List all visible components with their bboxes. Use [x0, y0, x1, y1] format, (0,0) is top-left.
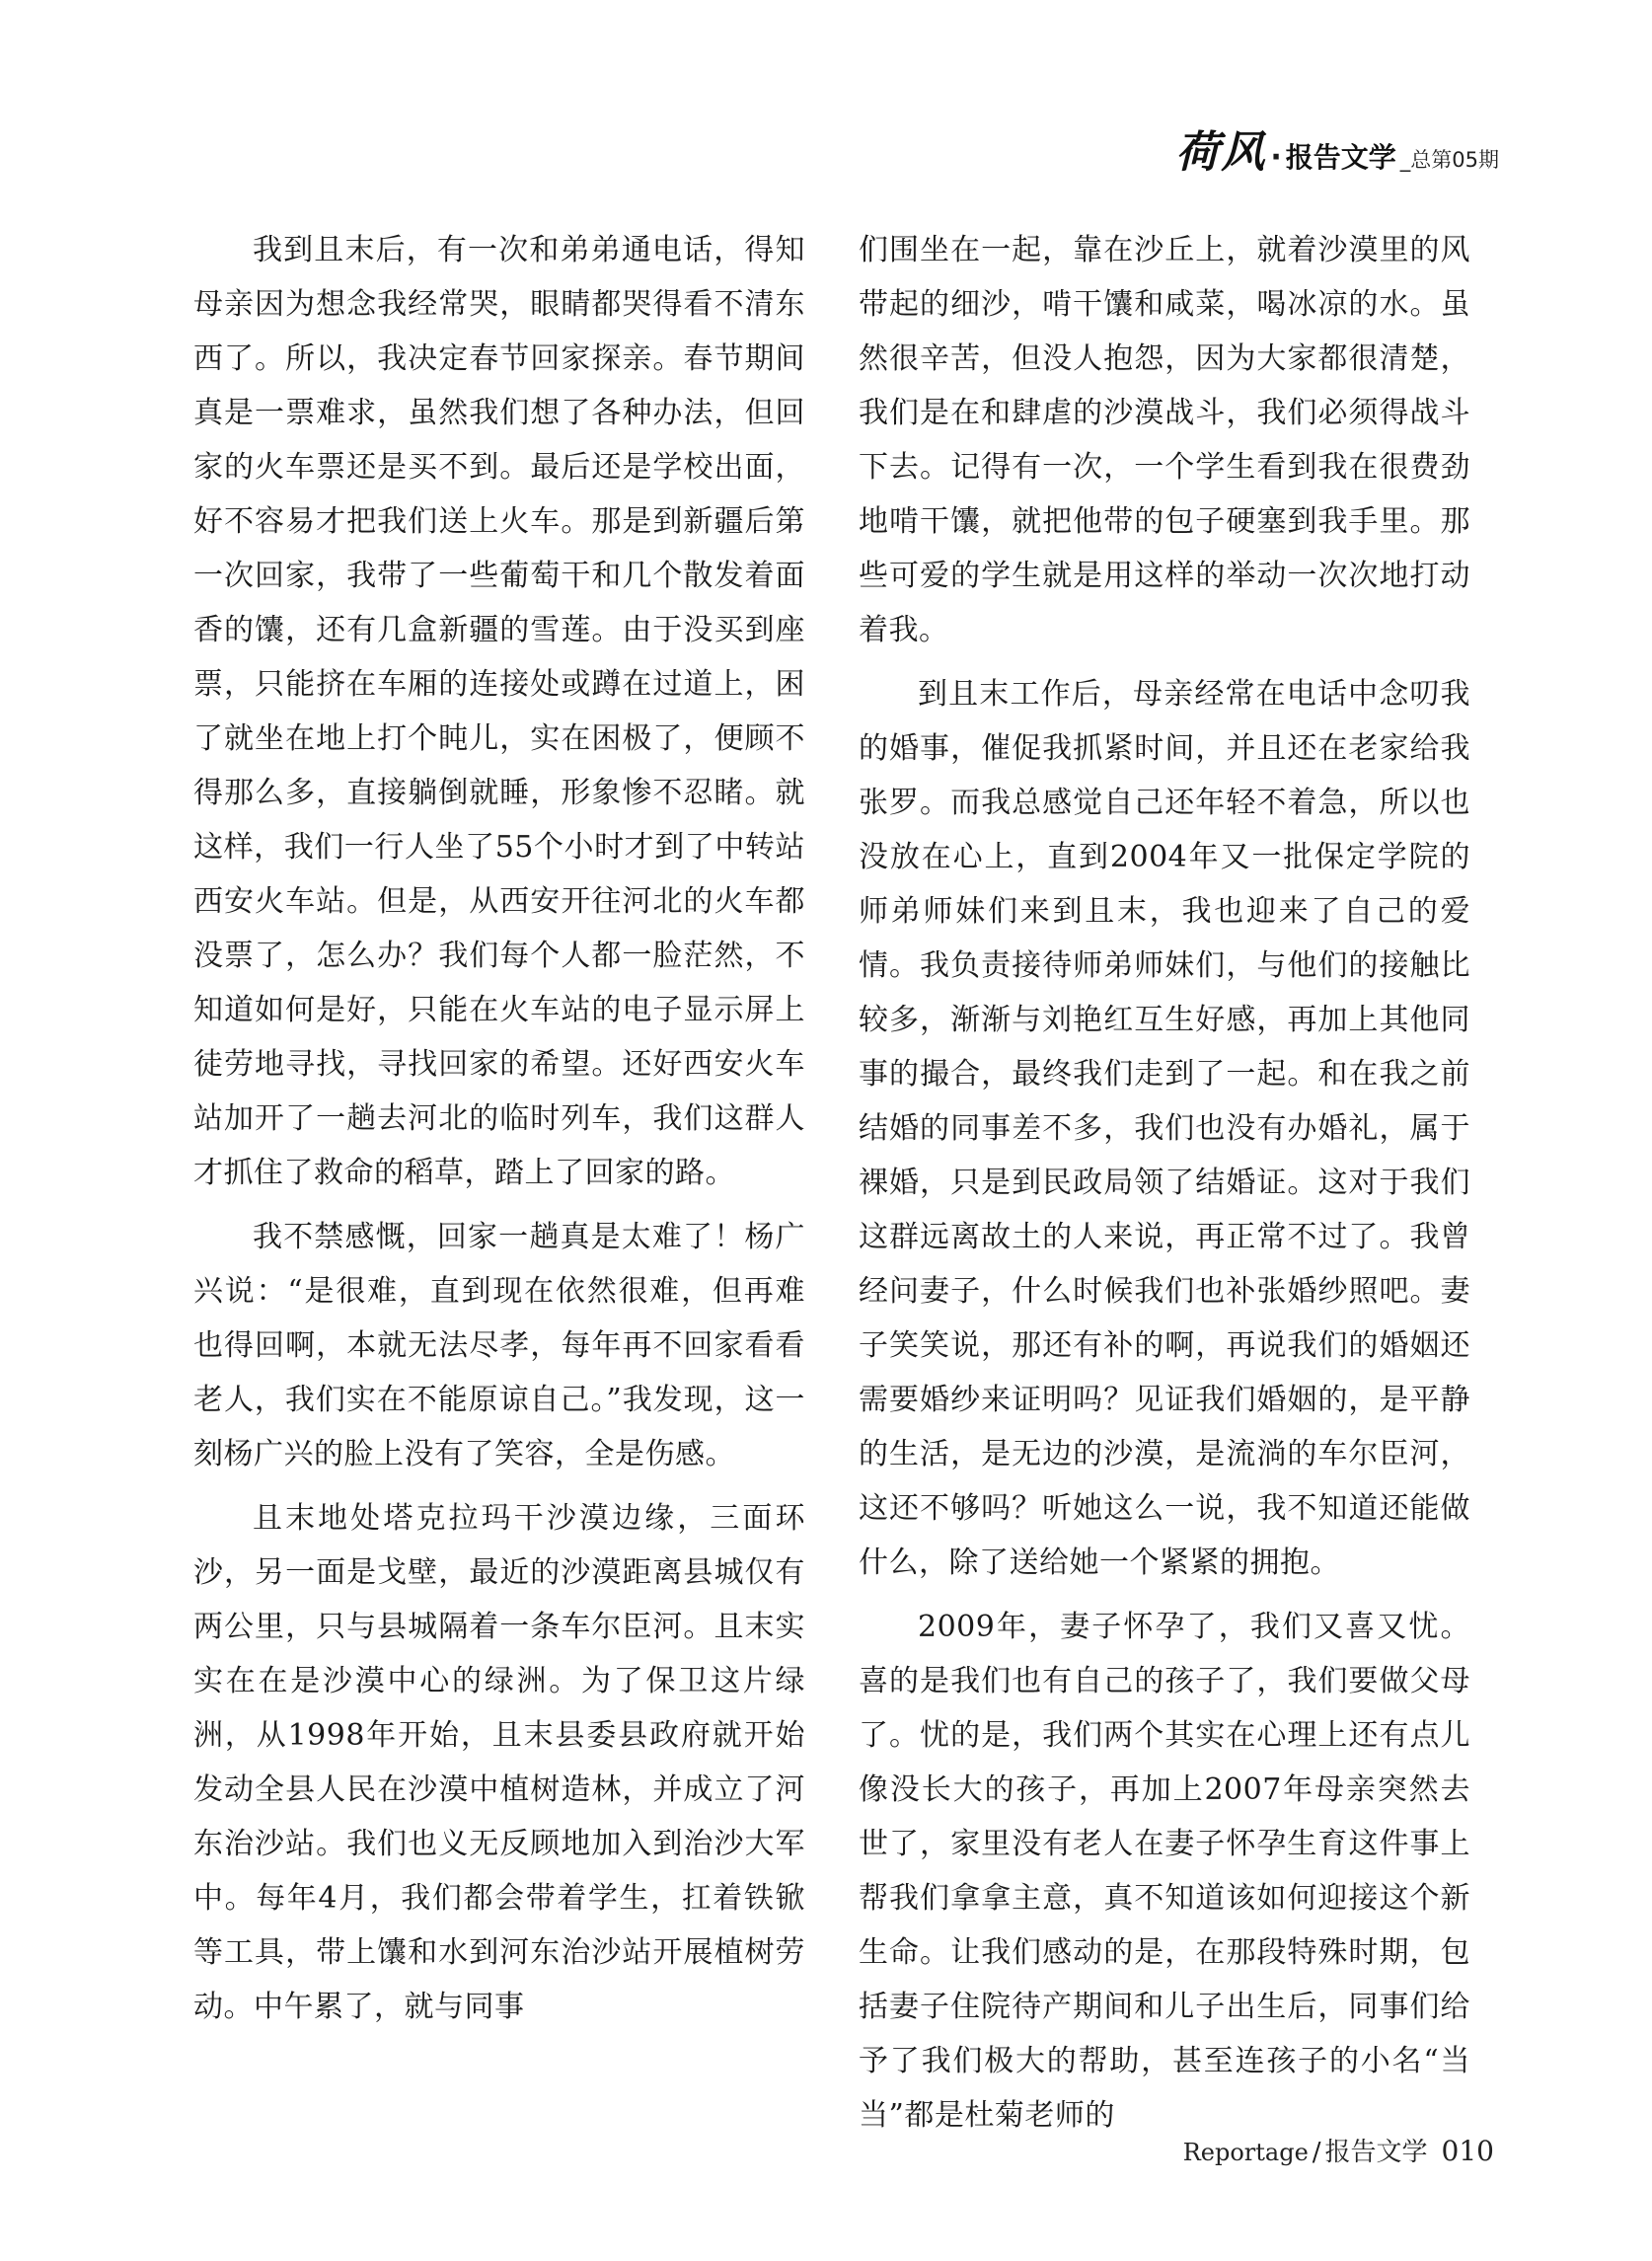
page-footer	[1183, 2132, 1494, 2168]
section-title: 报告文学	[1285, 141, 1396, 174]
footer-chinese-title: 报告文学	[1324, 2138, 1428, 2167]
issue-number: _总第05期	[1399, 148, 1499, 172]
paragraph: 2009年，妻子怀孕了，我们又喜又忧。喜的是我们也有自己的孩子了，我们要做父母了。忧的是，我们两个其实在心理上还有点儿像没长大的孩子，再加上2007年母亲突然去世了，家里没有老人在妻子怀孕生育这件事上帮我们拿拿主意，真不知道该如何迎接这个新生命。让我们感动的是，在那段特殊时期，包括妻子住院待产期间和儿子出生后，同事们给予了我们极大的帮助，甚至连孩子的小名“当当”都是杜菊老师的	[859, 1610, 1470, 2133]
right-column	[859, 223, 1470, 2143]
paragraph: 我不禁感慨，回家一趟真是太难了！杨广兴说：“是很难，直到现在依然很难，但再难也得回啊，本就无法尽孝，每年再不回家看看老人，我们实在不能原谅自己。”我发现，这一刻杨广兴的脸上没有了笑容，全是伤感。	[193, 1220, 805, 1471]
page-number: 010	[1441, 2135, 1494, 2167]
magazine-logo: 荷风	[1175, 127, 1267, 178]
footer-english-title: Reportage	[1182, 2139, 1309, 2166]
paragraph-continued: 们围坐在一起，靠在沙丘上，就着沙漠里的风带起的细沙，啃干馕和咸菜，喝冰凉的水。虽然很辛苦，但没人抱怨，因为大家都很清楚，我们是在和肆虐的沙漠战斗，我们必须得战斗下去。记得有一次，一个学生看到我在很费劲地啃干馕，就把他带的包子硬塞到我手里。那些可爱的学生就是用这样的举动一次次地打动着我。	[859, 233, 1470, 647]
paragraph: 且末地处塔克拉玛干沙漠边缘，三面环沙，另一面是戈壁，最近的沙漠距离县城仅有两公里，只与县城隔着一条车尔臣河。且末实实在在是沙漠中心的绿洲。为了保卫这片绿洲，从1998年开始，且末县委县政府就开始发动全县人民在沙漠中植树造林，并成立了河东治沙站。我们也义无反顾地加入到治沙大军中。每年4月，我们都会带着学生，扛着铁锨等工具，带上馕和水到河东治沙站开展植树劳动。中午累了，就与同事	[193, 1501, 805, 2024]
paragraph: 到且末工作后，母亲经常在电话中念叨我的婚事，催促我抓紧时间，并且还在老家给我张罗。而我总感觉自己还年轻不着急，所以也没放在心上，直到2004年又一批保定学院的师弟师妹们来到且末，我也迎来了自己的爱情。我负责接待师弟师妹们，与他们的接触比较多，渐渐与刘艳红互生好感，再加上其他同事的撮合，最终我们走到了一起。和在我之前结婚的同事差不多，我们也没有办婚礼，属于裸婚，只是到民政局领了结婚证。这对于我们这群远离故土的人来说，再正常不过了。我曾经问妻子，什么时候我们也补张婚纱照吧。妻子笑笑说，那还有补的啊，再说我们的婚姻还需要婚纱来证明吗？见证我们婚姻的，是平静的生活，是无边的沙漠，是流淌的车尔臣河，这还不够吗？听她这么一说，我不知道还能做什么，除了送给她一个紧紧的拥抱。	[859, 677, 1470, 1580]
footer-slash: /	[1312, 2138, 1321, 2167]
header-separator: ·	[1270, 140, 1282, 175]
left-column	[193, 223, 805, 2034]
paragraph: 我到且末后，有一次和弟弟通电话，得知母亲因为想念我经常哭，眼睛都哭得看不清东西了。所以，我决定春节回家探亲。春节期间真是一票难求，虽然我们想了各种办法，但回家的火车票还是买不到。最后还是学校出面，好不容易才把我们送上火车。那是到新疆后第一次回家，我带了一些葡萄干和几个散发着面香的馕，还有几盒新疆的雪莲。由于没买到座票，只能挤在车厢的连接处或蹲在过道上，困了就坐在地上打个盹儿，实在困极了，便顾不得那么多，直接躺倒就睡，形象惨不忍睹。就这样，我们一行人坐了55个小时才到了中转站西安火车站。但是，从西安开往河北的火车都没票了，怎么办？我们每个人都一脸茫然，不知道如何是好，只能在火车站的电子显示屏上徒劳地寻找，寻找回家的希望。还好西安火车站加开了一趟去河北的临时列车，我们这群人才抓住了救命的稻草，踏上了回家的路。	[193, 233, 805, 1190]
page-header	[1175, 116, 1499, 180]
